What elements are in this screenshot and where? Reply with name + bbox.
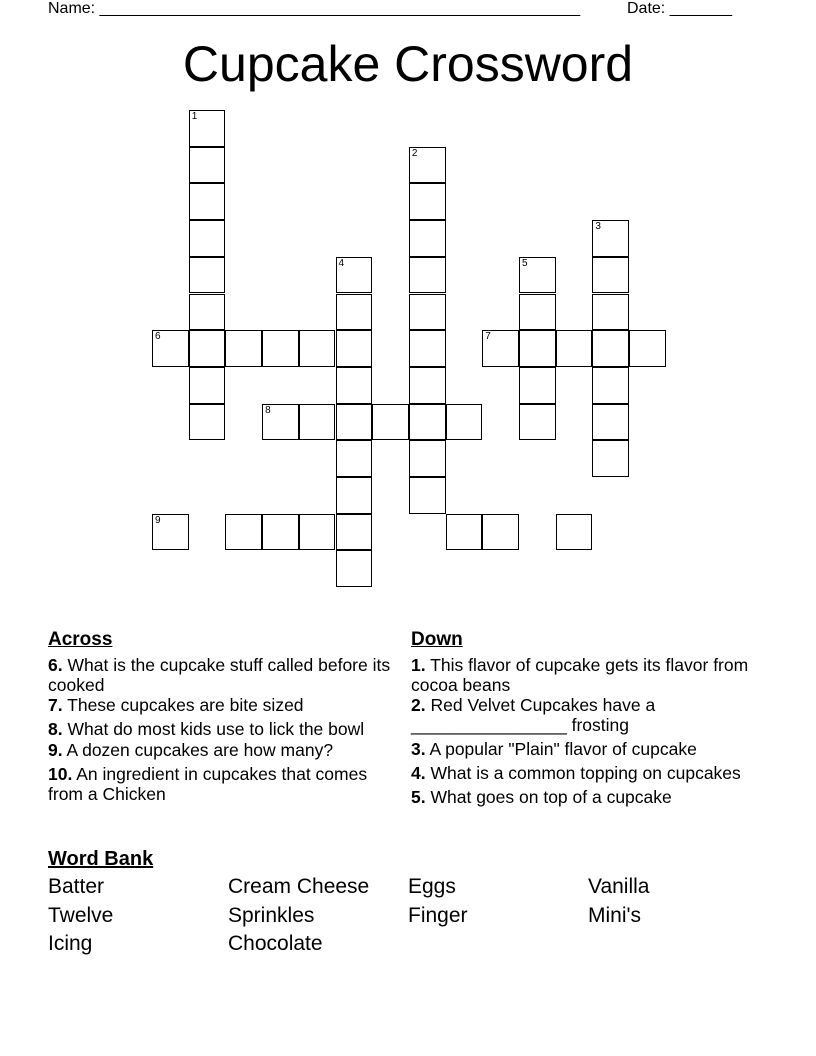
clue-number: 9. xyxy=(48,740,63,760)
crossword-cell[interactable] xyxy=(336,477,373,514)
cell-number: 4 xyxy=(338,257,345,269)
crossword-cell[interactable] xyxy=(592,440,629,477)
crossword-cell[interactable] xyxy=(629,330,666,367)
crossword-cell[interactable] xyxy=(336,440,373,477)
crossword-cell[interactable] xyxy=(299,404,336,441)
crossword-cell[interactable] xyxy=(189,257,226,294)
crossword-cell[interactable] xyxy=(592,404,629,441)
crossword-cell[interactable] xyxy=(336,514,373,551)
crossword-cell[interactable] xyxy=(225,514,262,551)
crossword-cell[interactable] xyxy=(409,294,446,331)
clue-text: What is a common topping on cupcakes xyxy=(430,763,741,783)
cell-number: 3 xyxy=(595,221,601,233)
clue-text: What do most kids use to lick the bowl xyxy=(67,719,365,739)
crossword-cell[interactable] xyxy=(189,294,226,331)
crossword-cell[interactable] xyxy=(556,514,593,551)
word-bank-item: Chocolate xyxy=(228,932,323,955)
clue-number: 10. xyxy=(48,764,73,784)
cell-number: 2 xyxy=(411,147,418,159)
cell-number: 7 xyxy=(485,331,491,343)
crossword-cell[interactable] xyxy=(519,330,556,367)
crossword-cell[interactable] xyxy=(519,367,556,404)
date-line: Date: _______ xyxy=(627,0,732,17)
crossword-cell[interactable] xyxy=(336,367,373,404)
crossword-cell[interactable] xyxy=(519,294,556,331)
crossword-cell[interactable] xyxy=(336,330,373,367)
crossword-cell[interactable] xyxy=(556,330,593,367)
across-clue-list xyxy=(48,655,393,804)
crossword-cell[interactable] xyxy=(409,330,446,367)
crossword-cell[interactable] xyxy=(189,220,226,257)
crossword-cell[interactable] xyxy=(336,294,373,331)
crossword-cell[interactable] xyxy=(592,330,629,367)
clue-number: 4. xyxy=(411,763,426,783)
clue-text: A dozen cupcakes are how many? xyxy=(66,740,334,760)
word-bank-item: Sprinkles xyxy=(228,904,315,927)
crossword-cell[interactable] xyxy=(409,220,446,257)
cell-number: 6 xyxy=(155,331,161,343)
clue-number: 5. xyxy=(411,787,426,807)
across-clue xyxy=(48,695,393,715)
word-bank-item: Twelve xyxy=(48,904,114,927)
crossword-cell[interactable] xyxy=(336,404,373,441)
cell-number: 1 xyxy=(191,111,198,122)
crossword-cell[interactable] xyxy=(189,367,226,404)
word-bank-item: Eggs xyxy=(408,875,456,898)
clue-text: This flavor of cupcake gets its flavor from cocoa beans xyxy=(411,655,749,695)
crossword-cell[interactable] xyxy=(189,404,226,441)
crossword-cell[interactable] xyxy=(336,550,373,587)
clue-number: 1. xyxy=(411,655,426,675)
clue-text: An ingredient in cupcakes that comes from a Chicken xyxy=(48,764,368,804)
word-bank-item: Icing xyxy=(48,932,93,955)
crossword-cell[interactable] xyxy=(262,404,299,441)
crossword-cell[interactable] xyxy=(592,257,629,294)
across-clue xyxy=(48,764,393,804)
crossword-cell[interactable] xyxy=(482,330,519,367)
crossword-cell[interactable] xyxy=(299,330,336,367)
crossword-cell[interactable] xyxy=(409,257,446,294)
clue-number: 2. xyxy=(411,695,426,715)
cell-number: 9 xyxy=(155,514,161,526)
crossword-cell[interactable] xyxy=(592,294,629,331)
cell-number: 5 xyxy=(522,257,528,269)
word-bank-item: Mini's xyxy=(588,904,642,927)
crossword-cell[interactable] xyxy=(409,477,446,514)
word-bank-item: Finger xyxy=(408,904,468,927)
crossword-cell[interactable] xyxy=(189,183,226,220)
crossword-cell[interactable] xyxy=(409,404,446,441)
crossword-cell[interactable] xyxy=(409,440,446,477)
page-title: Cupcake Crossword xyxy=(182,36,634,92)
crossword-cell[interactable] xyxy=(152,514,189,551)
crossword-cell[interactable] xyxy=(446,514,483,551)
clue-text: What goes on top of a cupcake xyxy=(430,787,672,807)
across-heading: Across xyxy=(48,629,113,650)
crossword-cell[interactable] xyxy=(409,367,446,404)
crossword-cell[interactable] xyxy=(409,147,446,184)
down-clue xyxy=(411,763,771,783)
word-bank-item: Cream Cheese xyxy=(228,875,370,898)
across-clue xyxy=(48,740,393,760)
crossword-cell[interactable] xyxy=(592,220,629,257)
crossword-cell[interactable] xyxy=(262,330,299,367)
crossword-cell[interactable] xyxy=(519,404,556,441)
crossword-cell[interactable] xyxy=(336,257,373,294)
crossword-cell[interactable] xyxy=(189,330,226,367)
clue-number: 8. xyxy=(48,719,63,739)
crossword-cell[interactable] xyxy=(299,514,336,551)
clue-number: 6. xyxy=(48,655,63,675)
crossword-cell[interactable] xyxy=(372,404,409,441)
clue-text: Red Velvet Cupcakes have a ________________ frosting xyxy=(411,695,656,735)
crossword-cell[interactable] xyxy=(446,404,483,441)
clue-text: A popular "Plain" flavor of cupcake xyxy=(429,739,697,759)
down-clue-list xyxy=(411,655,771,807)
down-heading: Down xyxy=(411,629,463,650)
crossword-cell[interactable] xyxy=(592,367,629,404)
crossword-cell[interactable] xyxy=(482,514,519,551)
crossword-cell[interactable] xyxy=(189,110,226,147)
across-clue xyxy=(48,719,393,739)
crossword-cell[interactable] xyxy=(189,147,226,184)
crossword-cell[interactable] xyxy=(225,330,262,367)
across-clue xyxy=(48,655,393,695)
crossword-cell[interactable] xyxy=(262,514,299,551)
word-bank-item: Vanilla xyxy=(588,875,650,898)
crossword-cell[interactable] xyxy=(152,330,189,367)
cell-number: 8 xyxy=(265,404,271,416)
name-line: Name: ______________________________________________________ xyxy=(48,0,581,17)
crossword-cell[interactable] xyxy=(409,183,446,220)
clue-text: What is the cupcake stuff called before its cooked xyxy=(48,655,391,695)
clue-text: These cupcakes are bite sized xyxy=(67,695,304,715)
clue-number: 7. xyxy=(48,695,63,715)
word-bank-heading: Word Bank xyxy=(48,848,154,870)
word-bank-item: Batter xyxy=(48,875,105,898)
crossword-cell[interactable] xyxy=(519,257,556,294)
down-clue xyxy=(411,739,771,759)
clue-number: 3. xyxy=(411,739,426,759)
down-clue xyxy=(411,787,771,807)
down-clue xyxy=(411,655,771,695)
down-clue xyxy=(411,695,771,735)
